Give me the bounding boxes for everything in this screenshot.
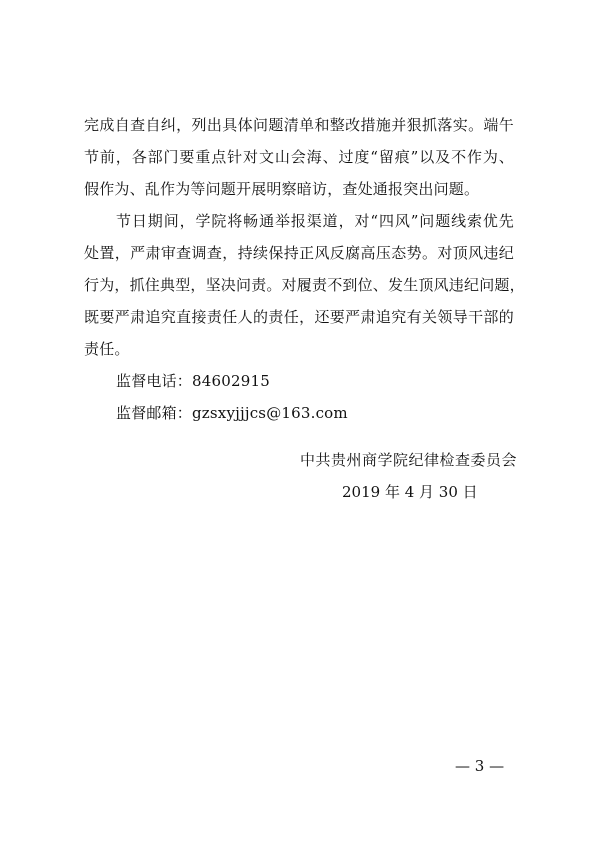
paragraph-1-line-2: 节前，各部门要重点针对文山会海、过度“留痕”以及不作为、	[84, 148, 514, 166]
paragraph-2-line-3: 行为，抓住典型，坚决问责。对履责不到位、发生顶风违纪问题，	[84, 276, 525, 294]
paragraph-2-line-1: 节日期间，学院将畅通举报渠道，对“四风”问题线索优先	[116, 212, 514, 230]
page-number: — 3 —	[455, 757, 505, 775]
paragraph-2-line-4: 既要严肃追究直接责任人的责任，还要严肃追究有关领导干部的	[84, 308, 514, 326]
signature-date: 2019 年 4 月 30 日	[342, 483, 478, 501]
paragraph-1-line-1: 完成自查自纠，列出具体问题清单和整改措施并狠抓落实。端午	[84, 116, 514, 134]
contact-email: 监督邮箱：gzsxyjjjcs@163.com	[116, 404, 348, 422]
signature-organization: 中共贵州商学院纪律检查委员会	[300, 451, 518, 469]
paragraph-2-line-2: 处置，严肃审查调查，持续保持正风反腐高压态势。对顶风违纪	[84, 244, 514, 262]
paragraph-1-line-3: 假作为、乱作为等问题开展明察暗访，查处通报突出问题。	[84, 180, 480, 198]
paragraph-2-line-5: 责任。	[84, 340, 130, 358]
contact-phone: 监督电话：84602915	[116, 372, 270, 390]
